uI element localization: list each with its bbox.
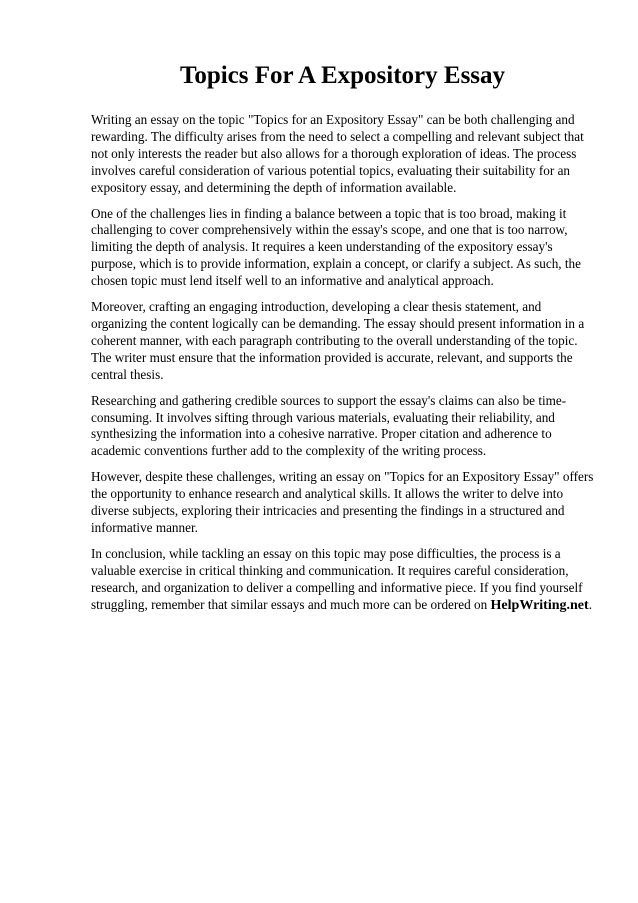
paragraph-conclusion [91,546,596,615]
paragraph-3: Moreover, crafting an engaging introduction, developing a clear thesis statement, and organizing the content logically can be demanding. The essay should present information in a coherent manner, with each paragraph contributing to the overall understanding of the topic. The writer must ensure that the information provided is accurate, relevant, and supports the central thesis. [91,299,585,382]
paragraph-1: Writing an essay on the topic "Topics for an Expository Essay" can be both challenging and rewarding. The difficulty arises from the need to select a compelling and relevant subject that not only interests the reader but also allows for a thorough exploration of ideas. The process involves careful consideration of various potential topics, evaluating their suitability for an expository essay, and determining the depth of information available. [91,112,584,195]
paragraph-5: However, despite these challenges, writing an essay on "Topics for an Expository Essay" offers the opportunity to enhance research and analytical skills. It allows the writer to delve into diverse subjects, exploring their intricacies and presenting the findings in a structured and informative manner. [91,469,594,535]
paragraph-2: One of the challenges lies in finding a balance between a topic that is too broad, making it challenging to cover comprehensively within the essay's scope, and one that is too narrow, limiting the depth of analysis. It requires a keen understanding of the expository essay's purpose, which is to provide information, explain a concept, or clarify a subject. As such, the chosen topic must lend itself well to an informative and analytical approach. [91,205,582,289]
conclusion-text: In conclusion, while tackling an essay on this topic may pose difficulties, the process is a valuable exercise in critical thinking and communication. It requires careful consideration, research, and organization to deliver a compelling and informative piece. If you find yourself struggling, remember that similar essays and much more can be ordered on [91,545,583,612]
document-body [91,112,596,614]
page-title: Topics For A Expository Essay [179,62,506,89]
paragraph-4: Researching and gathering credible sources to support the essay's claims can also be time-consuming. It involves sifting through various materials, evaluating their reliability, and synthesizing the information into a cohesive narrative. Proper citation and adherence to academic conventions further add to the complexity of the writing process. [91,392,567,459]
helpwriting-link[interactable]: HelpWriting.net [490,597,589,613]
conclusion-period: . [588,596,592,612]
